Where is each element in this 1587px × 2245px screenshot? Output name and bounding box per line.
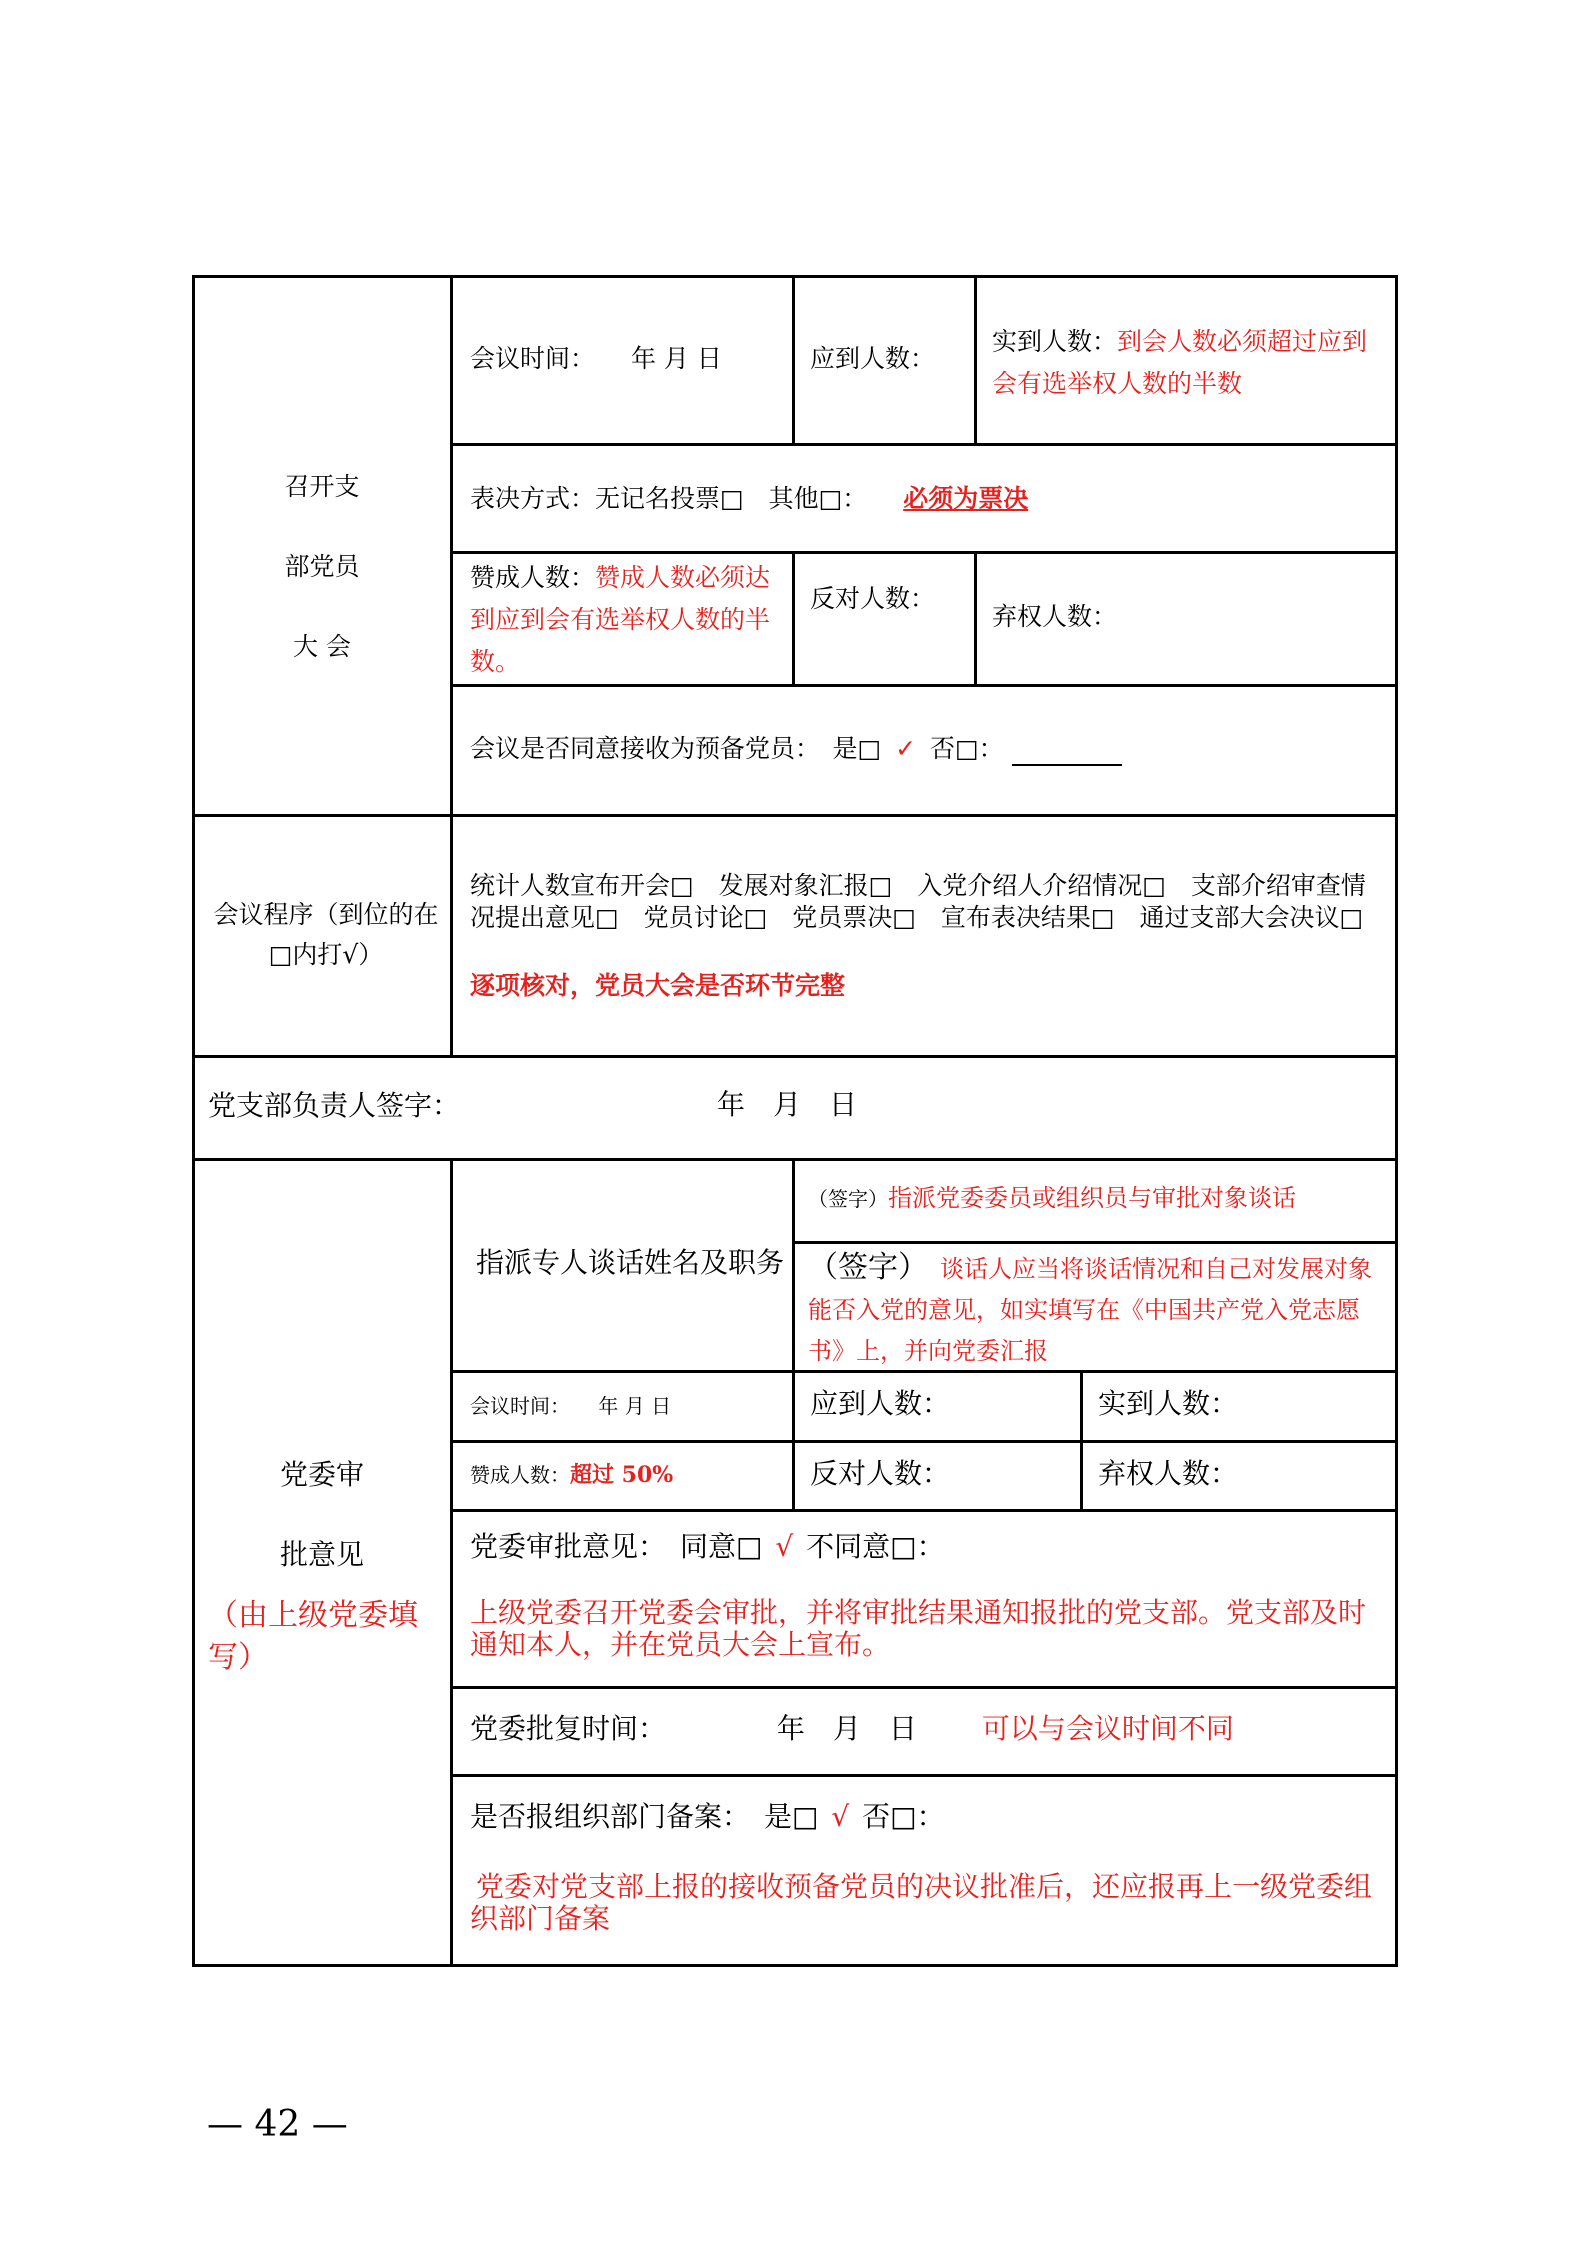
branch-meeting-label-line: 部党员 [284, 552, 360, 581]
branch-meeting-label-line: 大 会 [293, 632, 351, 661]
committee-label-line: 批意见 [279, 1538, 364, 1571]
actual-count-note: 到会人数必须超过应到会有选举权人数的半数 [992, 327, 1368, 398]
procedure-label: 会议程序（到位的在□内打√） [213, 900, 439, 969]
reply-date[interactable]: 年 月 日 [776, 1712, 917, 1745]
approval-form [192, 275, 1398, 1967]
filing-label[interactable]: 是否报组织部门备案： 是□ [470, 1800, 819, 1833]
committee-actual-label[interactable]: 实到人数： [1098, 1387, 1239, 1420]
branch-head-signature-label[interactable]: 党支部负责人签字： [208, 1089, 461, 1122]
opinion-disagree-option[interactable]: 不同意□： [806, 1530, 945, 1563]
actual-count-label[interactable]: 实到人数： [992, 327, 1118, 356]
procedure-steps[interactable]: 统计人数宣布开会□ 发展对象汇报□ 入党介绍人介绍情况□ 支部介绍审查情况提出意见□ 党员讨论□ 党员票决□ 宣布表决结果□ 通过支部大会决议□ [470, 871, 1366, 932]
favor-count-note: 赞成人数必须达到应到会有选举权人数的半数。 [470, 563, 771, 676]
filing-no-option[interactable]: 否□： [862, 1800, 945, 1833]
sign1-prefix[interactable]: （签字） [808, 1187, 888, 1211]
committee-expected-label[interactable]: 应到人数： [810, 1387, 951, 1420]
committee-meeting-date[interactable]: 年 月 日 [598, 1394, 672, 1418]
committee-meeting-time-label: 会议时间： [470, 1394, 570, 1418]
vote-method-note: 必须为票决 [903, 484, 1029, 513]
signature-date[interactable]: 年 月 日 [717, 1088, 858, 1121]
filing-check-icon: √ [831, 1800, 850, 1833]
reply-note: 可以与会议时间不同 [981, 1712, 1234, 1745]
agree-no-option[interactable]: 否□： [929, 734, 1004, 763]
vote-method-label[interactable]: 表决方式：无记名投票□ 其他□： [470, 484, 868, 513]
meeting-date-field[interactable]: 年 月 日 [630, 344, 722, 373]
sign2-note: 谈话人应当将谈话情况和自己对发展对象能否入党的意见，如实填写在《中国共产党入党志愿书》上，并向党委汇报 [808, 1255, 1372, 1365]
committee-abstain-label[interactable]: 弃权人数： [1098, 1457, 1239, 1490]
abstain-count-label[interactable]: 弃权人数： [992, 602, 1118, 631]
committee-label-line: 党委审 [279, 1458, 364, 1491]
committee-label-note: （由上级党委填写） [208, 1598, 418, 1675]
page-number: — 42 — [207, 2104, 348, 2145]
reply-time-label[interactable]: 党委批复时间： [470, 1712, 667, 1745]
committee-against-label[interactable]: 反对人数： [810, 1457, 951, 1490]
opinion-note: 上级党委召开党委会审批，并将审批结果通知报批的党支部。党支部及时通知本人，并在党员大会上宣布。 [470, 1596, 1367, 1661]
agree-question[interactable]: 会议是否同意接收为预备党员： 是□ [470, 734, 882, 763]
opinion-label[interactable]: 党委审批意见： 同意□ [470, 1530, 763, 1563]
opinion-check-icon: √ [775, 1530, 794, 1563]
favor-count-label[interactable]: 赞成人数： [470, 563, 596, 592]
procedure-note: 逐项核对，党员大会是否环节完整 [470, 971, 846, 1000]
committee-favor-label[interactable]: 赞成人数： [470, 1463, 570, 1487]
expected-count-label[interactable]: 应到人数： [810, 344, 936, 373]
committee-favor-note: 超过 50% [570, 1462, 674, 1488]
branch-meeting-label-line: 召开支 [284, 472, 360, 501]
sign2-prefix[interactable]: （签字） [808, 1250, 928, 1285]
against-count-label[interactable]: 反对人数： [810, 584, 936, 613]
committee-label [232, 1435, 412, 1595]
agree-check-icon: ✓ [895, 734, 917, 763]
filing-note: 党委对党支部上报的接收预备党员的决议批准后，还应报再上一级党委组织部门备案 [470, 1870, 1373, 1935]
sign1-note: 指派党委委员或组织员与审批对象谈话 [888, 1184, 1296, 1212]
talk-person-label: 指派专人谈话姓名及职务 [476, 1246, 785, 1279]
agree-blank[interactable] [1012, 764, 1122, 766]
branch-meeting-label [232, 447, 412, 687]
meeting-time-label: 会议时间： [470, 344, 596, 373]
